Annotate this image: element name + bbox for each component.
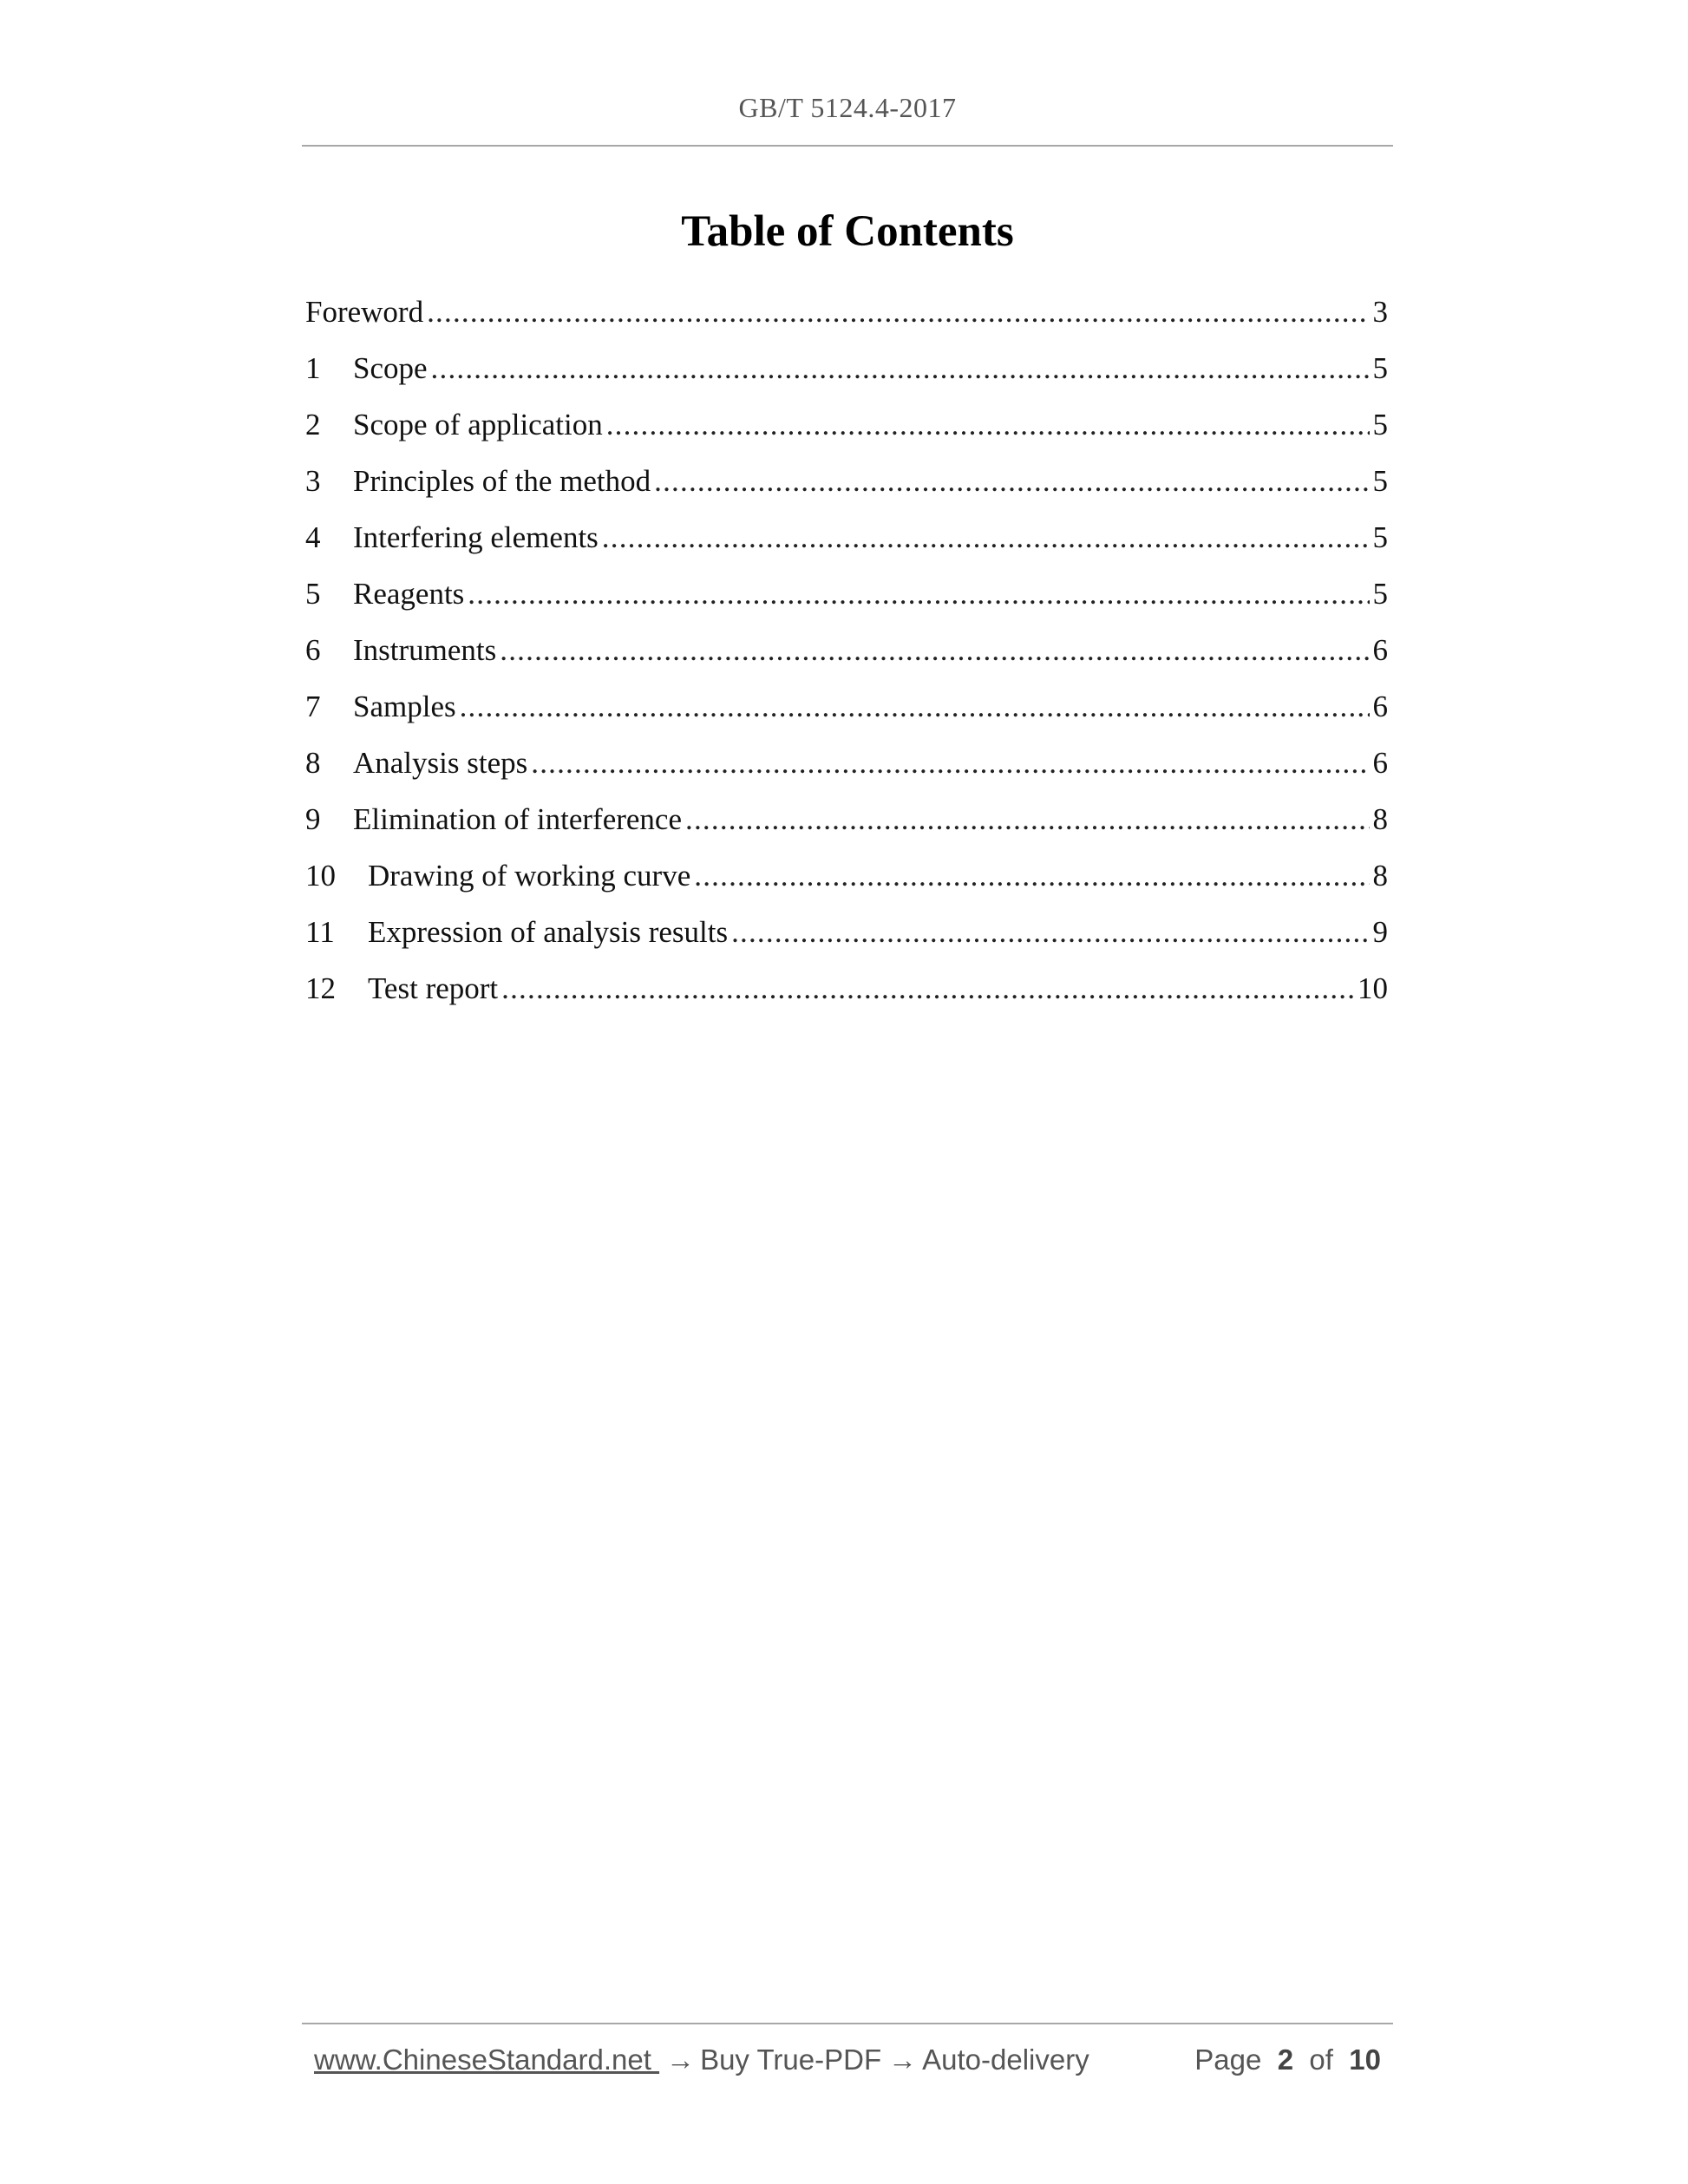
toc-entry-scope-of-application[interactable] xyxy=(305,403,1388,460)
toc-entry-test-report[interactable] xyxy=(305,967,1388,1023)
toc-entry-label: Test report xyxy=(368,971,499,1005)
toc-title: Table of Contents xyxy=(681,207,1014,256)
toc-entry-label: Scope of application xyxy=(353,408,603,441)
dot-leader xyxy=(501,967,1354,1010)
toc-entry-reagents[interactable] xyxy=(305,572,1388,629)
dot-leader xyxy=(531,742,1369,785)
toc-entry-page: 6 xyxy=(1372,746,1388,780)
dot-leader xyxy=(602,516,1370,559)
toc-entry-page: 8 xyxy=(1372,859,1388,893)
toc-entry-instruments[interactable] xyxy=(305,629,1388,685)
right-arrow-icon: → xyxy=(888,2043,918,2076)
toc-entry-label: Scope xyxy=(353,351,428,385)
toc-entry-interfering-elements[interactable] xyxy=(305,516,1388,572)
toc-entry-number: 3 xyxy=(305,464,321,498)
toc-entry-working-curve[interactable] xyxy=(305,854,1388,911)
total-pages-number: 10 xyxy=(1349,2043,1381,2076)
toc-entry-label: Instruments xyxy=(353,633,497,667)
toc-entry-label: Elimination of interference xyxy=(353,802,683,836)
toc-entry-page: 6 xyxy=(1372,633,1388,667)
dot-leader xyxy=(694,854,1369,898)
toc-entry-page: 9 xyxy=(1372,915,1388,949)
toc-entry-scope[interactable] xyxy=(305,347,1388,403)
toc-entry-analysis-results[interactable] xyxy=(305,911,1388,967)
right-arrow-icon: → xyxy=(666,2043,696,2076)
toc-entry-label: Drawing of working curve xyxy=(368,859,691,893)
standard-code: GB/T 5124.4-2017 xyxy=(738,92,957,123)
toc-entry-label: Analysis steps xyxy=(353,746,528,780)
toc-entry-elimination-of-interference[interactable] xyxy=(305,798,1388,854)
dot-leader xyxy=(460,685,1370,729)
toc-entry-number: 9 xyxy=(305,802,321,836)
toc-entry-page: 5 xyxy=(1372,520,1388,554)
toc-entry-label: Principles of the method xyxy=(353,464,651,498)
toc-entry-page: 5 xyxy=(1372,408,1388,441)
toc-entry-page: 5 xyxy=(1372,351,1388,385)
toc-entry-label: Reagents xyxy=(353,577,465,611)
dot-leader xyxy=(731,911,1369,954)
toc-entry-page: 3 xyxy=(1372,295,1388,329)
toc-entry-analysis-steps[interactable] xyxy=(305,742,1388,798)
footer-promo xyxy=(314,2043,1089,2076)
toc-entry-number: 1 xyxy=(305,351,321,385)
toc-entry-number: 8 xyxy=(305,746,321,780)
header-divider xyxy=(302,145,1393,147)
toc-entry-page: 10 xyxy=(1358,971,1388,1005)
dot-leader xyxy=(606,403,1370,447)
page-indicator xyxy=(1194,2043,1381,2076)
dot-leader xyxy=(654,460,1369,503)
toc-entry-number: 11 xyxy=(305,915,335,949)
toc-entry-label: Samples xyxy=(353,690,456,723)
page-word: Page xyxy=(1194,2043,1262,2076)
toc-entry-label: Interfering elements xyxy=(353,520,599,554)
toc-entry-number: 12 xyxy=(305,971,336,1005)
toc-entry-foreword[interactable] xyxy=(305,291,1388,347)
toc-entry-page: 8 xyxy=(1372,802,1388,836)
dot-leader xyxy=(685,798,1369,841)
toc-entry-number: 7 xyxy=(305,690,321,723)
toc-entry-number: 2 xyxy=(305,408,321,441)
auto-delivery-text: Auto-delivery xyxy=(922,2043,1089,2076)
current-page-number: 2 xyxy=(1277,2043,1294,2076)
toc-entry-page: 5 xyxy=(1372,577,1388,611)
toc-entry-number: 4 xyxy=(305,520,321,554)
toc-entry-samples[interactable] xyxy=(305,685,1388,742)
toc-entry-page: 6 xyxy=(1372,690,1388,723)
dot-leader xyxy=(427,291,1369,334)
toc-entry-number: 6 xyxy=(305,633,321,667)
page-footer xyxy=(314,2043,1381,2082)
buy-true-pdf-text: Buy True-PDF xyxy=(700,2043,882,2076)
toc-entry-principles[interactable] xyxy=(305,460,1388,516)
toc-list xyxy=(305,291,1388,1023)
toc-entry-page: 5 xyxy=(1372,464,1388,498)
footer-divider xyxy=(302,2023,1393,2024)
toc-entry-number: 10 xyxy=(305,859,336,893)
toc-entry-label: Expression of analysis results xyxy=(368,915,729,949)
toc-entry-label: Foreword xyxy=(305,295,424,329)
toc-entry-number: 5 xyxy=(305,577,321,611)
website-link[interactable]: www.ChineseStandard.net xyxy=(314,2043,660,2076)
of-word: of xyxy=(1309,2043,1333,2076)
dot-leader xyxy=(468,572,1369,616)
dot-leader xyxy=(500,629,1369,672)
dot-leader xyxy=(431,347,1370,390)
